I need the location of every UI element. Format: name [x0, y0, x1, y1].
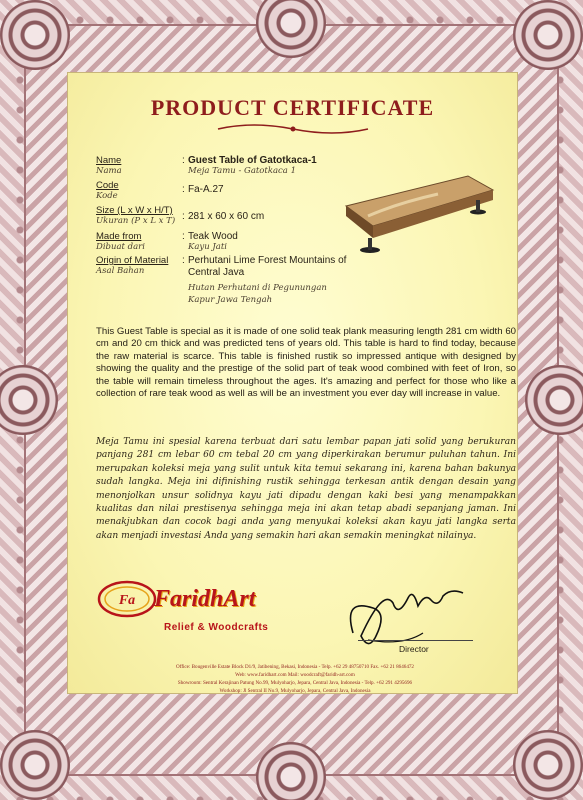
description-indonesian: Meja Tamu ini spesial karena terbuat dari satu lembar papan jati solid yang berukuran panjang 281 cm lebar 60 cm tebal 20 cm yang diperkirakan berumur puluhan tahun. Ini merupakan koleksi meja yang sulit untuk kita temui sekarang ini, karena bahan bakunya sudah langka. Meja ini difinishing rustik sehingga terkesan antik dengan desain yang menonjolkan unsur solidnya kayu jati dipadu dengan kaki besi yang menampakkan kualitas dan nilai prestisenya sehingga meja ini akan tetap abadi sepanjang jaman. Ini menakjubkan dan cocok bagi anda yang menyukai koleksi akan kayu jati langka serta akan menjadi investasi Anda yang semakin hari akan semakin meningkat nilainya.	[96, 437, 516, 541]
code-label: Code	[96, 180, 119, 191]
size-label-id: Ukuran (P x L x T)	[96, 216, 176, 226]
logo-name: FaridhArt	[154, 586, 256, 612]
footer-showroom: Showroom: Sentral Kerajinan Patung No.99, Mulyoharjo, Jepara, Central Java, Indonesia - Telp. +62 291 4295696	[177, 680, 413, 686]
material-value-id: Kayu Jati	[188, 242, 228, 252]
colon: :	[182, 211, 185, 222]
title-flourish-icon	[213, 123, 373, 135]
colon: :	[182, 184, 185, 195]
company-logo	[96, 578, 291, 648]
origin-value-id: Hutan Perhutani di Pegunungan Kapur Jawa Tengah	[188, 283, 327, 305]
footer-workshop: Workshop: Jl Sentral II No.9, Mulyoharjo, Jepara, Central Java, Indonesia	[219, 688, 371, 694]
logo-tagline: Relief & Woodcrafts	[164, 622, 269, 633]
code-label-id: Kode	[96, 191, 118, 201]
material-label: Made from	[96, 231, 142, 242]
corner-rosette-icon	[513, 0, 583, 70]
footer-web: Web: www.faridhart.com Mail: woodcraft@faridh-art.com	[235, 672, 355, 678]
certificate-panel	[67, 72, 518, 694]
origin-label: Origin of Material	[96, 255, 169, 266]
name-label: Name	[96, 155, 122, 166]
material-label-id: Dibuat dari	[96, 242, 145, 252]
origin-label-id: Asal Bahan	[96, 266, 145, 276]
name-value: Guest Table of Gatotkaca-1	[188, 155, 317, 166]
product-table-image	[328, 168, 498, 258]
footer-office: Office: Bougenville Estate Block D1/9, Jatibening, Bekasi, Indonesia - Telp. +62 29 48750710 Fax. +62 21 8646472	[176, 664, 414, 670]
colon: :	[182, 231, 185, 242]
director-label: Director	[399, 644, 429, 654]
certificate-title: PRODUCT CERTIFICATE	[150, 95, 435, 120]
corner-rosette-icon	[513, 730, 583, 800]
description-english: This Guest Table is special as it is made of one solid teak plank measuring length 281 cm width 60 cm and 20 cm thick and was predicted tens of years old. This table is hard to find today, because the raw material is scarce. This table is finished rustik so impressed antique with designed by showing the quality and the prestige of the solid part of teak wood combined with feet of Iron, so the table will remain timeless throughout the ages. It's amazing and perfect for those who like a collection of rare teak wood as well as will be an investment you ever day will increase in value.	[96, 326, 516, 400]
size-value: 281 x 60 x 60 cm	[188, 211, 265, 222]
material-value: Teak Wood	[188, 231, 238, 242]
corner-rosette-icon	[0, 0, 70, 70]
company-footer	[90, 663, 500, 695]
size-label: Size (L x W x H/T)	[96, 205, 173, 216]
logo-badge-text: Fa	[118, 593, 136, 608]
colon: :	[182, 155, 185, 166]
code-value: Fa-A.27	[188, 184, 224, 195]
corner-rosette-icon	[0, 730, 70, 800]
signature-line	[358, 640, 473, 641]
name-label-id: Nama	[96, 166, 122, 176]
director-signature	[313, 578, 473, 653]
logo-emblem-icon	[96, 578, 158, 620]
name-value-id: Meja Tamu - Gatotkaca 1	[188, 166, 296, 176]
origin-value: Perhutani Lime Forest Mountains of Central Java	[188, 255, 347, 278]
colon: :	[182, 255, 185, 266]
